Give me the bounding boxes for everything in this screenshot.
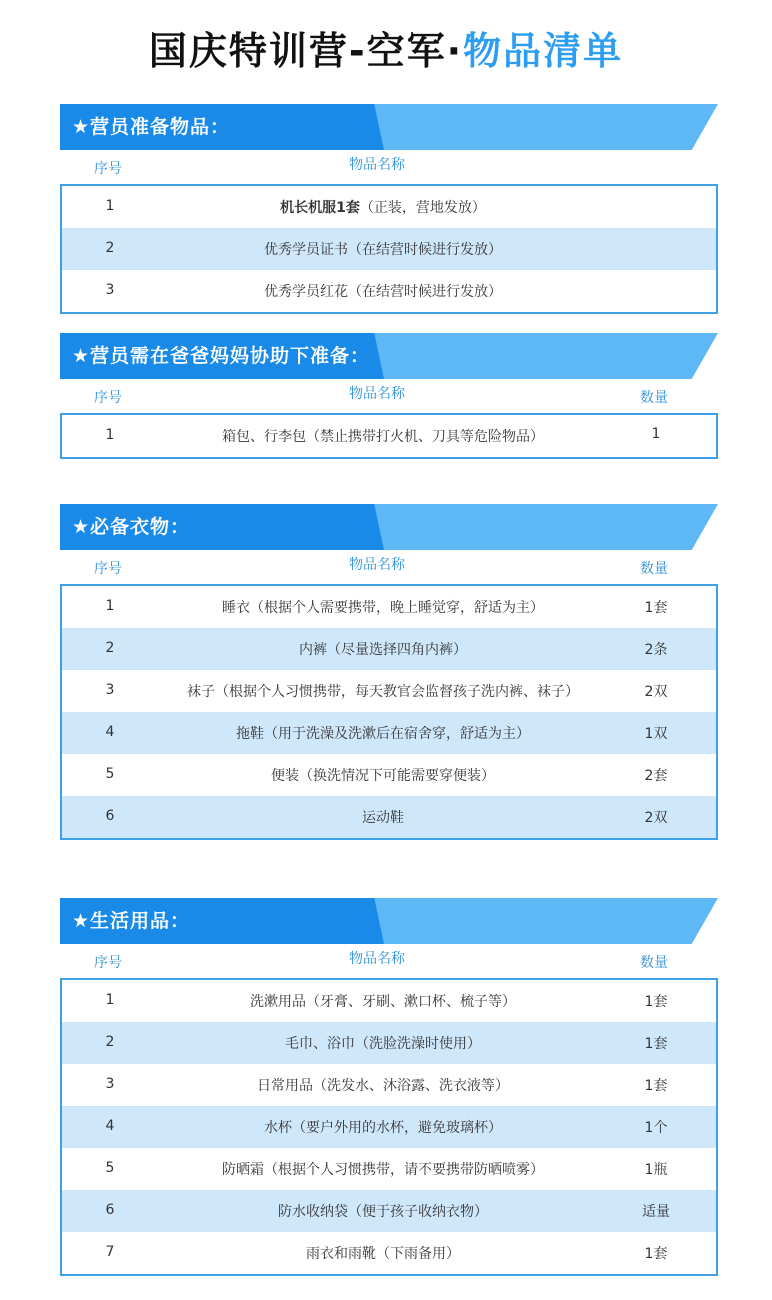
section-banner	[60, 898, 718, 944]
table-row: 7 雨衣和雨靴（下雨备用） 1套	[105, 1244, 668, 1262]
col-name-label: 物品名称	[349, 157, 405, 173]
col-num-label: 序号	[94, 390, 122, 406]
section-daily-supplies	[60, 898, 718, 1276]
section-heading: ★必备衣物：	[72, 516, 191, 538]
table-row: 4 水杯（要户外用的水杯，避免玻璃杯） 1个	[62, 1106, 716, 1148]
table-row: 5 便装（换洗情况下可能需要穿便装） 2套	[105, 766, 668, 784]
column-header	[60, 150, 718, 184]
table-row: 3 优秀学员红花（在结营时候进行发放）	[105, 282, 502, 300]
table-row: 5 防晒霜（根据个人习惯携带，请不要携带防晒喷雾） 1瓶	[105, 1160, 668, 1178]
table-row: 6 防水收纳袋（便于孩子收纳衣物） 适量	[62, 1190, 716, 1232]
column-header	[60, 379, 718, 413]
table-row: 1 睡衣（根据个人需要携带，晚上睡觉穿，舒适为主） 1套	[105, 598, 668, 616]
table-row: 2 优秀学员证书（在结营时候进行发放）	[62, 228, 716, 270]
col-name-label: 物品名称	[349, 557, 405, 573]
items-table	[60, 584, 718, 840]
items-table	[60, 184, 718, 314]
section-banner	[60, 333, 718, 379]
col-qty-label: 数量	[640, 561, 668, 577]
col-qty-label: 数量	[640, 955, 668, 971]
table-row: 6 运动鞋 2双	[62, 796, 716, 838]
table-row: 1 机长机服1套（正装，营地发放）	[105, 198, 486, 216]
col-num-label: 序号	[94, 161, 122, 177]
items-table	[60, 413, 718, 459]
table-row: 3 日常用品（洗发水、沐浴露、洗衣液等） 1套	[105, 1076, 668, 1094]
col-num-label: 序号	[94, 955, 122, 971]
section-clothing	[60, 504, 718, 840]
table-row: 3 袜子（根据个人习惯携带，每天教官会监督孩子洗内裤、袜子） 2双	[105, 682, 668, 700]
column-header	[60, 550, 718, 584]
table-row: 1 洗漱用品（牙膏、牙刷、漱口杯、梳子等） 1套	[105, 992, 668, 1010]
title-highlight: 物品清单	[463, 29, 624, 73]
section-banner	[60, 104, 718, 150]
col-qty-label: 数量	[640, 390, 668, 406]
section-heading: ★营员准备物品：	[72, 116, 231, 138]
column-header	[60, 944, 718, 978]
table-row: 4 拖鞋（用于洗澡及洗漱后在宿舍穿，舒适为主） 1双	[62, 712, 716, 754]
col-name-label: 物品名称	[349, 951, 405, 967]
section-camp-items	[60, 104, 718, 314]
table-row: 1 箱包、行李包（禁止携带打火机、刀具等危险物品） 1	[105, 426, 661, 445]
table-row: 2 毛巾、浴巾（洗脸洗澡时使用） 1套	[62, 1022, 716, 1064]
section-heading: ★生活用品：	[72, 910, 191, 932]
title-main: 国庆特训营-空军·	[148, 29, 464, 73]
col-name-label: 物品名称	[349, 386, 405, 402]
col-num-label: 序号	[94, 561, 122, 577]
section-heading: ★营员需在爸爸妈妈协助下准备：	[72, 345, 371, 367]
page-title	[0, 26, 772, 76]
table-row: 2 内裤（尽量选择四角内裤） 2条	[62, 628, 716, 670]
section-parent-assisted	[60, 333, 718, 459]
section-banner	[60, 504, 718, 550]
items-table	[60, 978, 718, 1276]
